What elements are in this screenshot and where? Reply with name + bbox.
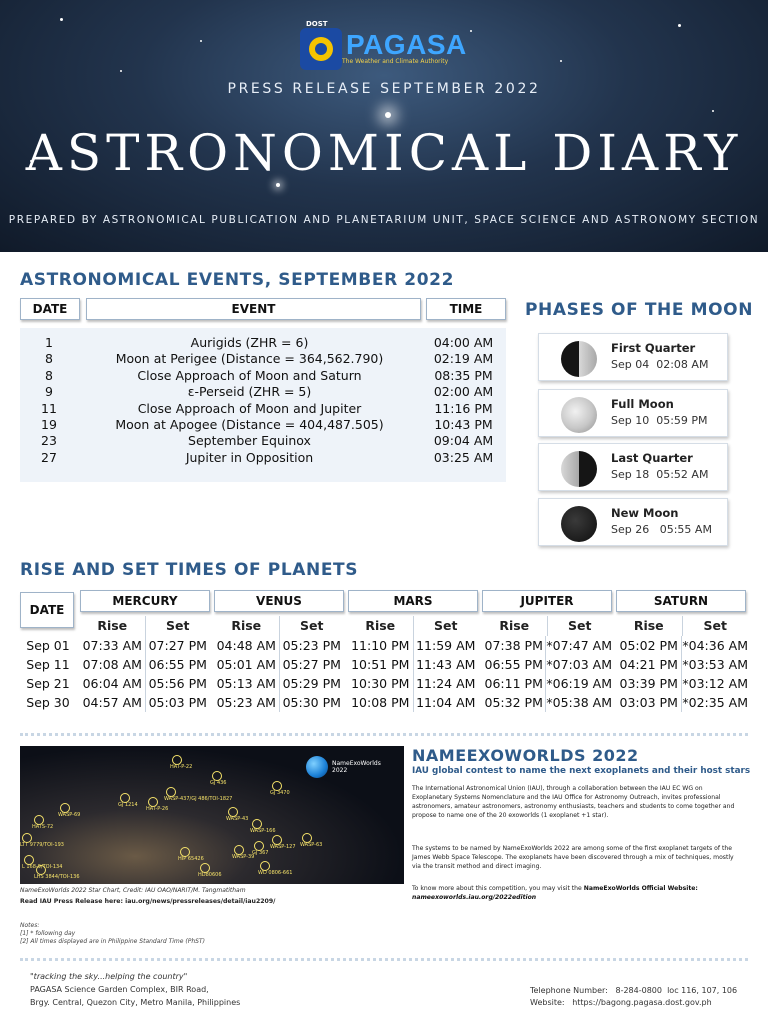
press-release-label: PRESS RELEASE SEPTEMBER 2022 bbox=[227, 81, 541, 97]
rise-time: 04:57 AM bbox=[82, 695, 142, 710]
rise-time: 03:03 PM bbox=[619, 695, 678, 710]
table-row bbox=[482, 636, 612, 655]
planet-header-venus: VENUS bbox=[214, 590, 344, 612]
rise-time: 07:08 AM bbox=[82, 657, 142, 672]
set-time: 06:55 PM bbox=[145, 655, 211, 674]
moon-phase-date: Sep 04 02:08 AM bbox=[611, 358, 709, 371]
rise-time: 11:10 PM bbox=[351, 638, 410, 653]
set-label: Set bbox=[413, 616, 479, 636]
exoworlds-website-link[interactable]: nameexoworlds.iau.org/2022edition bbox=[412, 894, 537, 901]
star-decoration bbox=[120, 70, 122, 72]
table-row bbox=[616, 693, 748, 712]
set-time: *03:53 AM bbox=[682, 657, 748, 672]
exoplanet-label: LTT 9779/TOI-193 bbox=[20, 842, 64, 848]
table-row bbox=[20, 450, 506, 466]
rise-label: Rise bbox=[231, 618, 262, 633]
planet-column-saturn bbox=[616, 616, 748, 716]
star-decoration bbox=[678, 24, 681, 27]
table-row bbox=[348, 693, 478, 712]
star-decoration bbox=[60, 18, 63, 21]
rise-label: Rise bbox=[365, 618, 396, 633]
event-date: 27 bbox=[41, 449, 57, 465]
set-time: *04:36 AM bbox=[682, 638, 748, 653]
moon-phase-card bbox=[538, 498, 728, 546]
star-decoration bbox=[712, 110, 714, 112]
set-time: 05:56 PM bbox=[145, 674, 211, 693]
logo-name: PAGASA bbox=[346, 29, 467, 60]
new-moon-icon bbox=[561, 506, 597, 542]
header-banner bbox=[0, 0, 768, 252]
set-time: 05:30 PM bbox=[279, 693, 345, 712]
event-time: 02:00 AM bbox=[433, 384, 494, 400]
exoplanet-label: WD 0806-661 bbox=[258, 870, 293, 876]
footer-quote: "tracking the sky...helping the country" bbox=[30, 972, 188, 981]
press-release-link-prefix: Read IAU Press Release here: bbox=[20, 898, 126, 905]
table-row bbox=[20, 384, 506, 400]
set-time: *02:35 AM bbox=[682, 695, 748, 710]
event-date: 8 bbox=[45, 367, 53, 383]
table-row bbox=[616, 636, 748, 655]
rise-time: 10:51 PM bbox=[351, 657, 410, 672]
set-time: 11:43 AM bbox=[413, 655, 479, 674]
pagasa-logo bbox=[300, 20, 467, 70]
moon-phase-name: Last Quarter bbox=[611, 451, 693, 465]
rise-time: 06:55 PM bbox=[484, 657, 543, 672]
moon-phase-date: Sep 26 05:55 AM bbox=[611, 523, 712, 536]
event-date: 8 bbox=[45, 351, 53, 367]
exoplanet-label: L 168-9/TOI-134 bbox=[22, 864, 63, 870]
chart-title bbox=[332, 760, 381, 774]
set-time: 07:27 PM bbox=[145, 636, 211, 655]
exoplanet-label: WASP-127 bbox=[270, 844, 296, 850]
logo-tagline: The Weather and Climate Authority bbox=[342, 58, 449, 65]
exoplanet-label: WASP-43 bbox=[226, 816, 249, 822]
rise-time: 03:39 PM bbox=[619, 676, 678, 691]
exoplanet-label: GJ 436 bbox=[210, 780, 227, 786]
event-time: 03:25 AM bbox=[433, 449, 494, 465]
exoworlds-paragraph-1: The International Astronomical Union (IAU), through a collaboration between the IAU EC WG on Exoplanetary Systems Nomenclature and the IAU Office for Astronomy Outreach, invites professional astronomers, amateur astronomers, astronomy enthusiasts, teachers and students to come together and propose to name one of the 20 exoworlds (1 exoplanet +1 star). bbox=[412, 785, 735, 819]
footer-telephone: Telephone Number: 8-284-0800 loc 116, 107, 106 bbox=[530, 986, 738, 995]
exoworlds-paragraph-2: The systems to be named by NameExoWorlds 2022 are among some of the first exoplanet targets of the James Webb Space Telescope. The exoplanets have been discovered through a mix of techniques, mostly via the transit method and direct imaging. bbox=[412, 845, 734, 870]
event-name: Moon at Apogee (Distance = 404,487.505) bbox=[115, 416, 384, 432]
rise-time: 07:38 PM bbox=[484, 638, 543, 653]
event-name: Jupiter in Opposition bbox=[185, 449, 314, 465]
table-row bbox=[80, 674, 210, 693]
planet-header-saturn: SATURN bbox=[616, 590, 746, 612]
rise-set-header bbox=[214, 616, 344, 636]
rise-time: 05:01 AM bbox=[216, 657, 276, 672]
set-time: *07:03 AM bbox=[546, 657, 612, 672]
moon-phase-date: Sep 18 05:52 AM bbox=[611, 468, 709, 481]
rise-time: 07:33 AM bbox=[82, 638, 142, 653]
table-row bbox=[348, 674, 478, 693]
table-row bbox=[80, 636, 210, 655]
notes bbox=[20, 922, 205, 946]
event-date: 1 bbox=[45, 335, 53, 350]
event-time: 02:19 AM bbox=[433, 351, 494, 367]
event-name: ε-Perseid (ZHR = 5) bbox=[187, 384, 312, 400]
planets-header-date: DATE bbox=[20, 592, 74, 628]
table-row bbox=[616, 674, 748, 693]
set-time: *07:47 AM bbox=[546, 638, 612, 653]
exoplanet-label: WASP-69 bbox=[58, 812, 81, 818]
moon-phase-name: First Quarter bbox=[611, 341, 696, 355]
table-row bbox=[616, 655, 748, 674]
planet-date: Sep 30 bbox=[26, 695, 70, 710]
exoworlds-p3-prefix: To know more about this competition, you may visit the bbox=[412, 885, 584, 892]
moon-phase-date: Sep 10 05:59 PM bbox=[611, 414, 708, 427]
exoworlds-subtitle: IAU global contest to name the next exoplanets and their host stars bbox=[412, 766, 751, 776]
chart-credit: NameExoWorlds 2022 Star Chart, Credit: IAU OAO/NARIT/M. Tangmatitham bbox=[20, 887, 246, 894]
exoplanet-label: HAT-P-26 bbox=[146, 806, 169, 812]
event-name: Aurigids (ZHR = 6) bbox=[190, 335, 309, 350]
dotted-divider bbox=[20, 958, 748, 961]
table-row bbox=[214, 693, 344, 712]
rise-time: 06:11 PM bbox=[484, 676, 543, 691]
press-release-link-line bbox=[20, 898, 275, 905]
set-label: Set bbox=[145, 616, 211, 636]
exoplanet-label: HATS-72 bbox=[32, 824, 54, 830]
moon-section-title: PHASES OF THE MOON bbox=[525, 300, 754, 320]
rise-time: 05:32 PM bbox=[484, 695, 543, 710]
logo-dost-text: DOST bbox=[306, 20, 328, 28]
chart-title-block bbox=[306, 756, 381, 778]
exoplanet-label: WASP-166 bbox=[250, 828, 276, 834]
exoplanet-label: WASP-437/GJ 486/TOI-1827 bbox=[164, 796, 233, 802]
moon-phase-name: Full Moon bbox=[611, 397, 674, 411]
star-decoration bbox=[276, 183, 280, 187]
planet-column-jupiter bbox=[482, 616, 612, 716]
exoworlds-paragraph-3 bbox=[412, 884, 742, 902]
moon-phase-name: New Moon bbox=[611, 506, 679, 520]
rise-label: Rise bbox=[633, 618, 664, 633]
table-row bbox=[482, 693, 612, 712]
planet-date: Sep 11 bbox=[26, 657, 70, 672]
planet-header-jupiter: JUPITER bbox=[482, 590, 612, 612]
events-header-time: TIME bbox=[426, 298, 506, 320]
exoplanet-label: GJ 3470 bbox=[270, 790, 290, 796]
table-row bbox=[80, 655, 210, 674]
set-time: 11:04 AM bbox=[413, 693, 479, 712]
moon-phase-card bbox=[538, 389, 728, 437]
table-row bbox=[20, 368, 506, 384]
event-name: Moon at Perigee (Distance = 364,562.790) bbox=[115, 351, 384, 367]
planet-column-mercury bbox=[80, 616, 210, 716]
exoplanet-label: HAT-P-22 bbox=[170, 764, 193, 770]
exoplanet-label: LHS 3844/TOI-136 bbox=[34, 874, 80, 880]
planet-date: Sep 01 bbox=[26, 638, 70, 653]
planet-date: Sep 21 bbox=[26, 676, 70, 691]
set-label: Set bbox=[682, 616, 749, 636]
events-header-date: DATE bbox=[20, 298, 80, 320]
table-row bbox=[348, 655, 478, 674]
rise-time: 04:48 AM bbox=[216, 638, 276, 653]
note-item: [1] * following day bbox=[20, 930, 76, 937]
chart-title-line1: NameExoWorlds bbox=[332, 760, 381, 767]
table-row bbox=[20, 335, 506, 351]
set-label: Set bbox=[547, 616, 613, 636]
footer-address-line1: PAGASA Science Garden Complex, BIR Road, bbox=[30, 985, 209, 994]
event-date: 19 bbox=[41, 416, 57, 432]
table-row bbox=[20, 351, 506, 367]
set-time: *05:38 AM bbox=[546, 695, 612, 710]
exoplanet-label: WASP-39 bbox=[232, 854, 255, 860]
planet-header-mercury: MERCURY bbox=[80, 590, 210, 612]
table-row bbox=[214, 674, 344, 693]
star-decoration bbox=[560, 60, 562, 62]
exoplanet-label: HIP 65426 bbox=[178, 856, 204, 862]
star-decoration bbox=[385, 112, 391, 118]
exoplanet-label: HD80606 bbox=[198, 872, 222, 878]
exoworlds-p3-bold: NameExoWorlds Official Website: bbox=[583, 885, 698, 892]
set-time: 05:03 PM bbox=[145, 693, 211, 712]
rise-set-header bbox=[348, 616, 478, 636]
notes-heading: Notes: bbox=[20, 922, 40, 929]
event-time: 10:43 PM bbox=[434, 416, 493, 432]
star-decoration bbox=[200, 40, 202, 42]
rise-time: 06:04 AM bbox=[82, 676, 142, 691]
rise-time: 05:13 AM bbox=[216, 676, 276, 691]
rise-time: 05:02 PM bbox=[619, 638, 678, 653]
dotted-divider bbox=[20, 733, 748, 736]
event-date: 11 bbox=[41, 400, 57, 416]
rise-time: 04:21 PM bbox=[619, 657, 678, 672]
rise-time: 10:30 PM bbox=[351, 676, 410, 691]
note-item: [2] All times displayed are in Philippine Standard Time (PhST) bbox=[20, 938, 205, 945]
planets-section-title: RISE AND SET TIMES OF PLANETS bbox=[20, 560, 359, 580]
event-name: Close Approach of Moon and Saturn bbox=[137, 367, 362, 383]
exoplanet-label: GJ 1214 bbox=[118, 802, 138, 808]
planet-column-venus bbox=[214, 616, 344, 716]
planets-date-column bbox=[20, 636, 76, 712]
press-release-link[interactable]: iau.org/news/pressreleases/detail/iau2209/ bbox=[125, 898, 276, 905]
exoplanet-label: WASP-63 bbox=[300, 842, 323, 848]
rise-time: 05:23 AM bbox=[216, 695, 276, 710]
rise-label: Rise bbox=[97, 618, 128, 633]
table-row bbox=[20, 417, 506, 433]
event-name: Close Approach of Moon and Jupiter bbox=[137, 400, 362, 416]
event-date: 23 bbox=[41, 433, 57, 449]
moon-phase-card bbox=[538, 443, 728, 491]
star-decoration bbox=[470, 30, 472, 32]
set-time: 05:29 PM bbox=[279, 674, 345, 693]
full-moon-icon bbox=[561, 397, 597, 433]
events-table-body bbox=[20, 328, 506, 482]
table-row bbox=[482, 655, 612, 674]
globe-icon bbox=[306, 756, 328, 778]
table-row bbox=[80, 693, 210, 712]
events-header-event: EVENT bbox=[86, 298, 421, 320]
exoplanet-label: GJ 367 bbox=[252, 850, 269, 856]
exoworlds-star-chart bbox=[20, 746, 404, 884]
table-row bbox=[214, 636, 344, 655]
event-name: September Equinox bbox=[188, 433, 311, 449]
prepared-by-line: PREPARED BY ASTRONOMICAL PUBLICATION AND PLANETARIUM UNIT, SPACE SCIENCE AND ASTRONOMY SECTION bbox=[8, 214, 760, 226]
planet-header-mars: MARS bbox=[348, 590, 478, 612]
rise-time: 10:08 PM bbox=[351, 695, 410, 710]
moon-phase-card bbox=[538, 333, 728, 381]
rise-set-header bbox=[482, 616, 612, 636]
event-time: 09:04 AM bbox=[433, 433, 494, 449]
table-row bbox=[348, 636, 478, 655]
events-section-title: ASTRONOMICAL EVENTS, SEPTEMBER 2022 bbox=[20, 270, 455, 290]
rise-set-header bbox=[616, 616, 748, 636]
table-row bbox=[20, 401, 506, 417]
exoworlds-title: NAMEEXOWORLDS 2022 bbox=[412, 746, 639, 765]
set-time: 11:59 AM bbox=[413, 636, 479, 655]
set-time: *06:19 AM bbox=[546, 676, 612, 691]
event-time: 11:16 PM bbox=[434, 400, 493, 416]
set-time: 05:27 PM bbox=[279, 655, 345, 674]
first-quarter-moon-icon bbox=[561, 341, 597, 377]
pagasa-emblem-icon bbox=[300, 20, 342, 70]
chart-title-line2: 2022 bbox=[332, 767, 348, 774]
page-title: ASTRONOMICAL DIARY bbox=[25, 124, 743, 182]
set-time: 05:23 PM bbox=[279, 636, 345, 655]
footer-website[interactable]: Website: https://bagong.pagasa.dost.gov.ph bbox=[530, 998, 712, 1007]
set-label: Set bbox=[279, 616, 345, 636]
event-time: 08:35 PM bbox=[434, 367, 493, 383]
table-row bbox=[482, 674, 612, 693]
set-time: 11:24 AM bbox=[413, 674, 479, 693]
event-date: 9 bbox=[45, 384, 53, 400]
event-time: 04:00 AM bbox=[433, 335, 494, 350]
table-row bbox=[214, 655, 344, 674]
rise-label: Rise bbox=[499, 618, 530, 633]
last-quarter-moon-icon bbox=[561, 451, 597, 487]
set-time: *03:12 AM bbox=[682, 676, 748, 691]
rise-set-header bbox=[80, 616, 210, 636]
footer-address-line2: Brgy. Central, Quezon City, Metro Manila, Philippines bbox=[30, 998, 241, 1007]
planet-column-mars bbox=[348, 616, 478, 716]
table-row bbox=[20, 433, 506, 449]
